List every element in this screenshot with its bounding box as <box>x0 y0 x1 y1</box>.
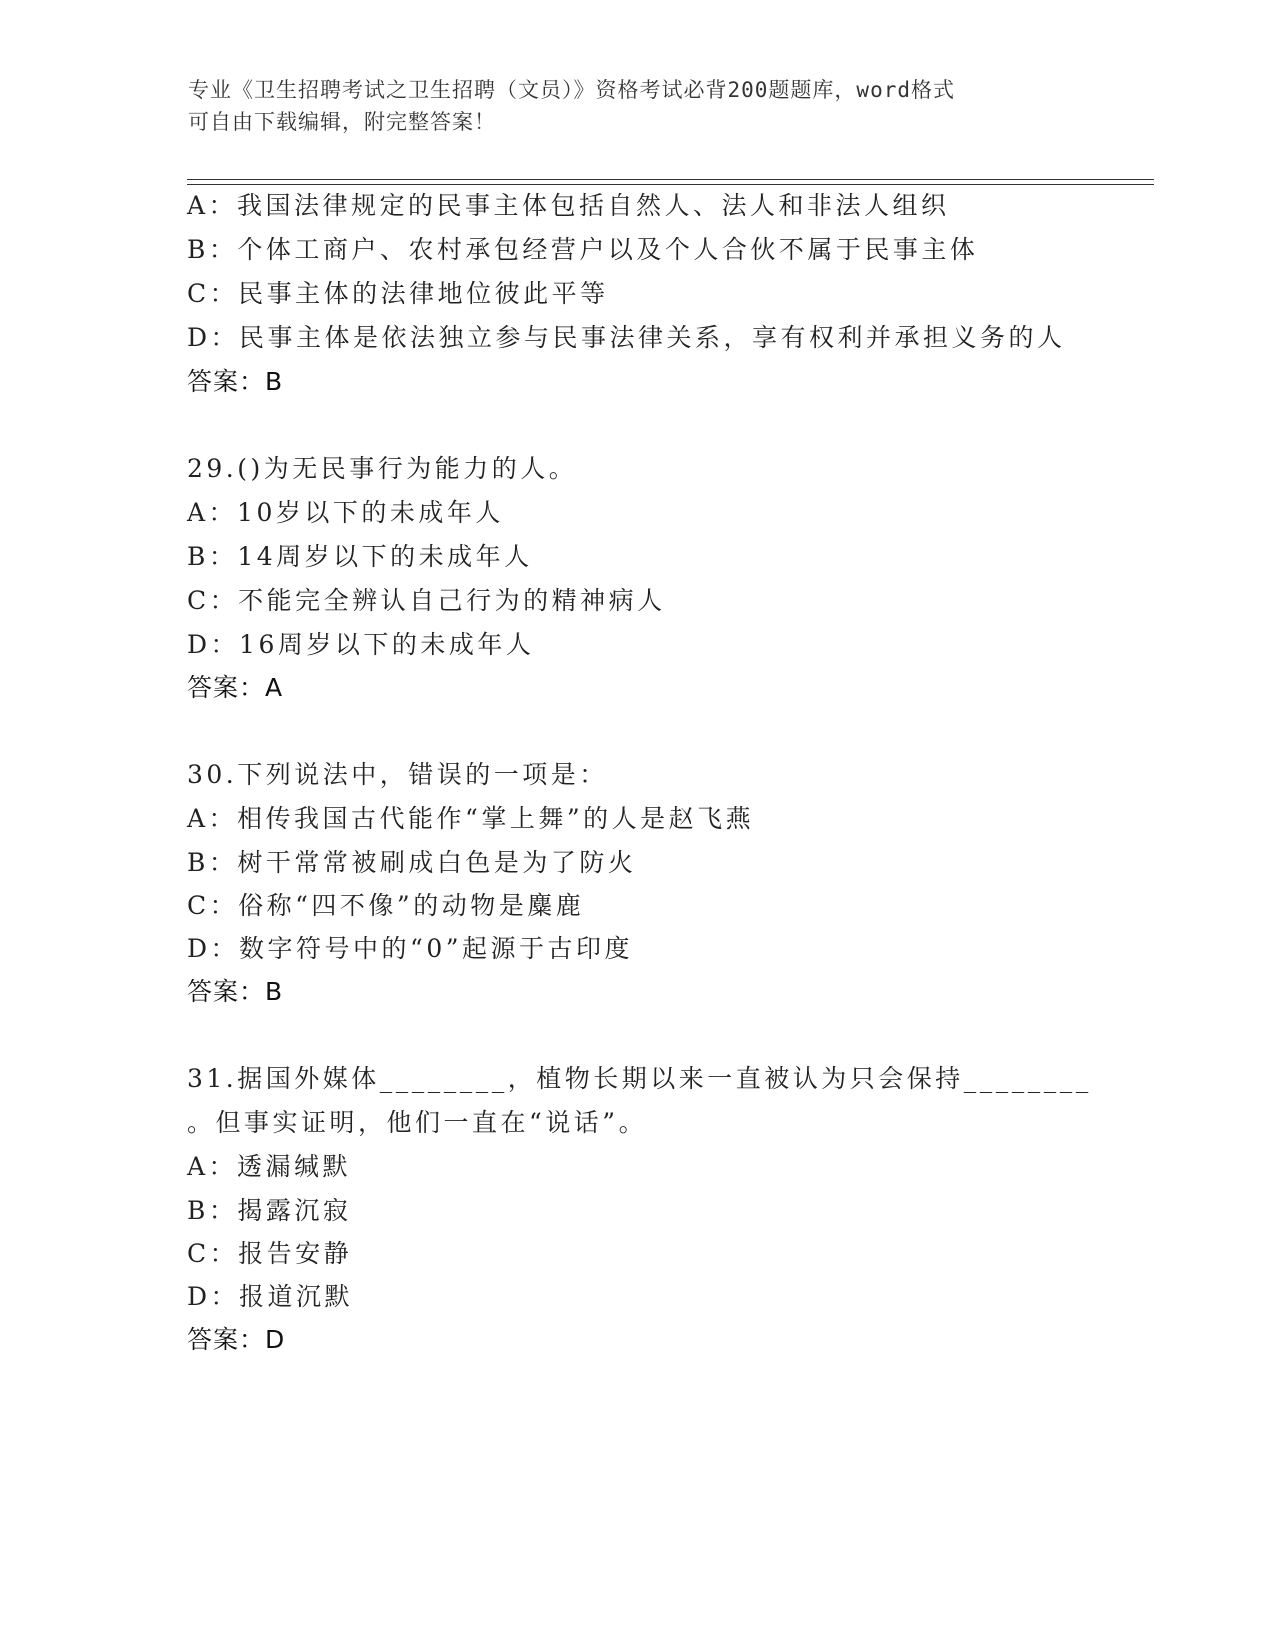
option-d: D：数字符号中的“0”起源于古印度 <box>187 934 634 963</box>
header-divider-bottom <box>187 184 1154 185</box>
option-a: A：10岁以下的未成年人 <box>187 498 504 527</box>
option-a: A：我国法律规定的民事主体包括自然人、法人和非法人组织 <box>187 191 950 220</box>
header-line-1: 专业《卫生招聘考试之卫生招聘（文员）》资格考试必背200题题库，word格式 <box>188 78 955 102</box>
header-divider-top <box>187 179 1154 180</box>
answer-line: 答案：A <box>187 673 284 702</box>
option-a: A：相传我国古代能作“掌上舞”的人是赵飞燕 <box>187 804 755 833</box>
option-c: C：民事主体的法律地位彼此平等 <box>187 279 609 308</box>
option-b: B：树干常常被刷成白色是为了防火 <box>187 848 637 877</box>
answer-line: 答案：B <box>187 977 284 1006</box>
answer-line: 答案：B <box>187 367 284 396</box>
option-c: C：不能完全辨认自己行为的精神病人 <box>187 586 666 615</box>
option-c: C：报告安静 <box>187 1239 353 1268</box>
question-stem: 31.据国外媒体________，植物长期以来一直被认为只会保持________ <box>187 1064 1092 1093</box>
option-d: D：民事主体是依法独立参与民事法律关系，享有权利并承担义务的人 <box>187 323 1066 352</box>
option-d: D：16周岁以下的未成年人 <box>187 630 535 659</box>
option-b: B：揭露沉寂 <box>187 1196 352 1225</box>
option-a: A：透漏缄默 <box>187 1152 352 1181</box>
option-d: D：报道沉默 <box>187 1282 354 1311</box>
question-stem-continued: 。但事实证明，他们一直在“说话”。 <box>187 1108 648 1137</box>
document-header <box>188 74 1108 138</box>
answer-line: 答案：D <box>187 1325 286 1354</box>
option-b: B：个体工商户、农村承包经营户以及个人合伙不属于民事主体 <box>187 235 979 264</box>
header-line-2: 可自由下载编辑，附完整答案！ <box>188 110 496 134</box>
option-b: B：14周岁以下的未成年人 <box>187 542 533 571</box>
question-stem: 29.()为无民事行为能力的人。 <box>187 454 578 483</box>
question-stem: 30.下列说法中，错误的一项是： <box>187 760 608 789</box>
option-c: C：俗称“四不像”的动物是麋鹿 <box>187 891 585 920</box>
